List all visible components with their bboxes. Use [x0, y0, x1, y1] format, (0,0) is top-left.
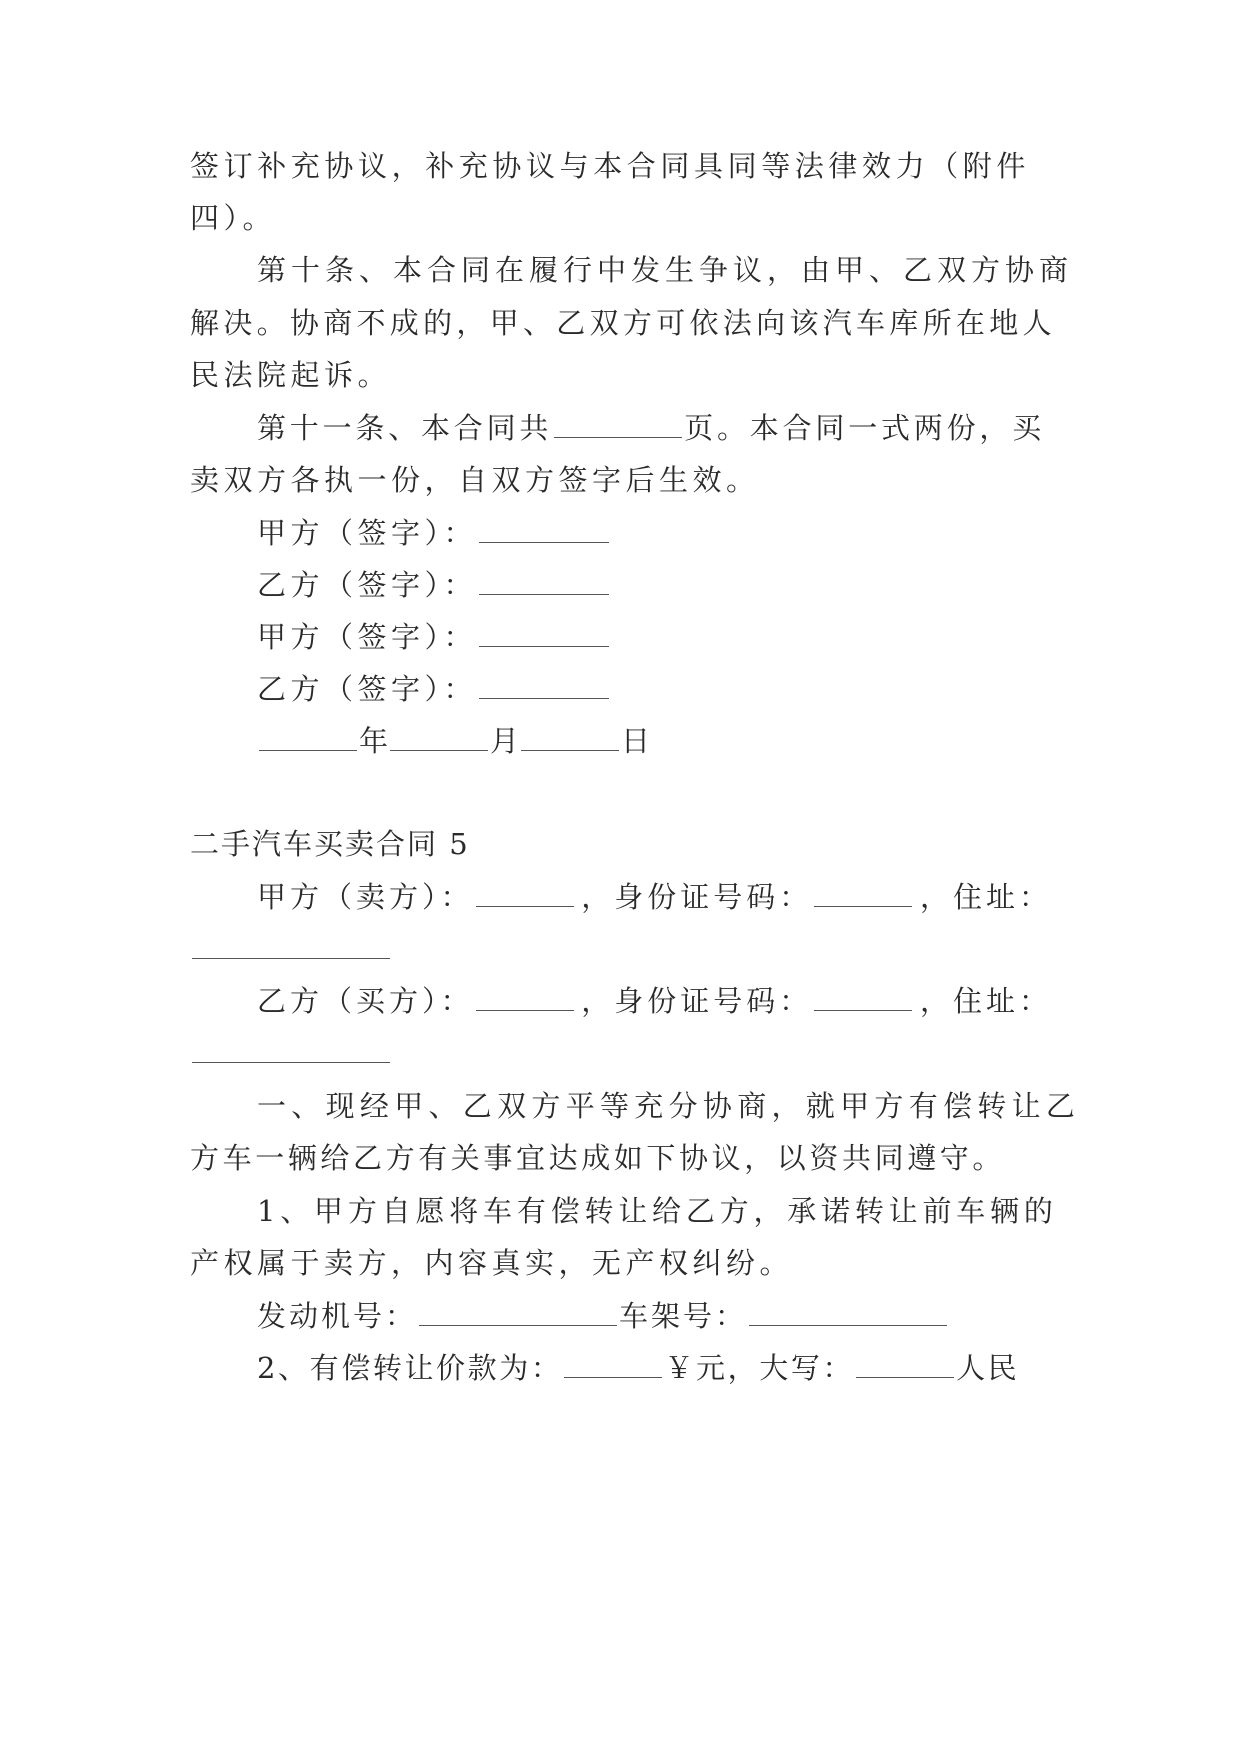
- party-a-label: [257, 877, 576, 917]
- address-label: ，住址：: [919, 984, 1052, 1018]
- signature-line-party-a: [257, 617, 1052, 657]
- date-line: [257, 721, 1052, 761]
- engine-label: 发动机号：: [257, 1299, 418, 1333]
- name-blank: [476, 880, 574, 907]
- address-blank: [192, 1036, 390, 1063]
- price-words-blank: [856, 1351, 954, 1378]
- paragraph-line: 解决。协商不成的，甲、乙双方可依法向该汽车库所在地人: [190, 306, 1056, 340]
- article-10-line: 第十条、本合同在履行中发生争议，由甲、乙双方协商: [257, 253, 1074, 287]
- article-11-line: [257, 408, 1052, 448]
- id-label: ，身份证号码：: [581, 984, 813, 1018]
- paragraph-line: 卖双方各执一份，自双方签字后生效。: [190, 463, 760, 497]
- id-group: [581, 981, 914, 1021]
- text-run: 页。本合同一式两份，买: [684, 411, 1046, 445]
- party-a-line: [257, 877, 1052, 917]
- text-run: 人民: [956, 1351, 1020, 1385]
- text-run: 签订补充协议，补充协议与本合同具同等法律效力（附件: [190, 149, 1031, 183]
- signature-label: 乙方（签字）：: [257, 568, 478, 602]
- name-blank: [476, 984, 574, 1011]
- paragraph-line: 产权属于卖方，内容真实，无产权纠纷。: [190, 1246, 794, 1280]
- signature-blank: [479, 516, 609, 543]
- address-line: [190, 929, 1052, 969]
- paragraph-line: 方车一辆给乙方有关事宜达成如下协议，以资共同遵守。: [190, 1141, 1006, 1175]
- year-label: 年: [359, 724, 389, 758]
- id-blank: [814, 984, 912, 1011]
- party-b-line: [257, 981, 1052, 1021]
- signature-line-party-b: [257, 669, 1052, 709]
- paragraph-line: 四）。: [190, 201, 277, 235]
- frame-label: 车架号：: [619, 1299, 748, 1333]
- contract-title: 二手汽车买卖合同 5: [190, 827, 470, 861]
- address-blank: [192, 932, 390, 959]
- price-blank: [564, 1351, 662, 1378]
- day-blank: [521, 724, 619, 751]
- id-label: ，身份证号码：: [581, 880, 813, 914]
- label-text: 甲方（卖方）：: [257, 880, 474, 914]
- address-label: ，住址：: [919, 880, 1052, 914]
- signature-blank: [479, 672, 609, 699]
- signature-line-party-b: [257, 565, 1052, 605]
- signature-blank: [479, 620, 609, 647]
- text-run: 2、有偿转让价款为：: [257, 1351, 563, 1385]
- year-blank: [259, 724, 357, 751]
- item-2-line: [257, 1348, 1052, 1388]
- label-text: 乙方（买方）：: [257, 984, 474, 1018]
- item-1-line: 1、甲方自愿将车有偿转让给乙方，承诺转让前车辆的: [257, 1194, 1058, 1228]
- address-line: [190, 1033, 1052, 1073]
- frame-number-blank: [749, 1299, 947, 1326]
- page-count-blank: [554, 411, 682, 438]
- text-run: 第十一条、本合同共: [257, 411, 553, 445]
- id-blank: [814, 880, 912, 907]
- vehicle-id-line: [257, 1296, 1052, 1336]
- text-run: ￥元，大写：: [664, 1351, 855, 1385]
- party-b-label: [257, 981, 576, 1021]
- signature-blank: [479, 568, 609, 595]
- month-label: 月: [490, 724, 520, 758]
- day-label: 日: [621, 724, 651, 758]
- engine-number-blank: [419, 1299, 617, 1326]
- paragraph-line: 民法院起诉。: [190, 358, 392, 392]
- signature-label: 乙方（签字）：: [257, 672, 478, 706]
- paragraph-line: [190, 146, 1052, 186]
- clause-1-line: 一、现经甲、乙双方平等充分协商，就甲方有偿转让乙: [257, 1089, 1081, 1123]
- signature-label: 甲方（签字）：: [257, 516, 478, 550]
- document-page: [190, 0, 1081, 1754]
- signature-label: 甲方（签字）：: [257, 620, 478, 654]
- signature-line-party-a: [257, 513, 1052, 553]
- id-group: [581, 877, 914, 917]
- month-blank: [390, 724, 488, 751]
